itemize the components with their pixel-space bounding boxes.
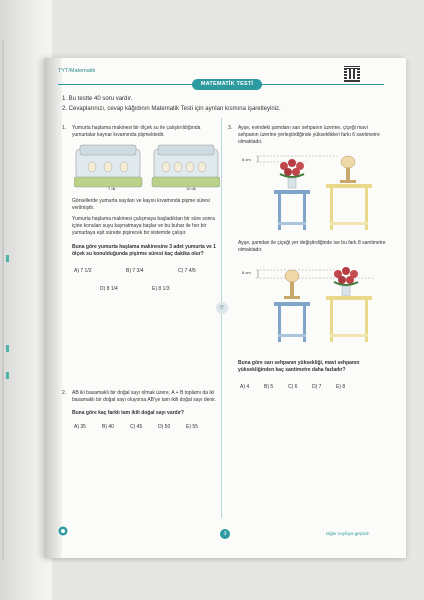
q3-middle-text: Ayşe, şamdan ile çiçeği yer değiştirdiğinde ise bu fark 8 santimetre olmaktadır. bbox=[238, 240, 386, 253]
egg-boiler-2 bbox=[152, 145, 220, 187]
test-title-badge: MATEMATİK TESTİ bbox=[192, 79, 262, 90]
yellow-table bbox=[326, 296, 372, 342]
column-separator bbox=[221, 118, 222, 518]
q3-option-d[interactable]: D) 7 bbox=[312, 384, 322, 390]
q2-question: Buna göre kaç farklı tam ikili doğal sayı vardır? bbox=[72, 410, 184, 416]
q1-option-d[interactable]: D) 8 1/4 bbox=[100, 286, 118, 292]
q1-paragraph-2: Yumurta haşlama makinesi çalışmaya başladıktan bir süre sonra içine konulan suyu kaynatmaya başlar ve bu buhar ile her bir yumurtaya eşit sürede pişirecek bir sistemde çalışır. bbox=[72, 216, 215, 236]
qr-code-icon bbox=[344, 66, 360, 82]
boiler-1-time-label: 7 dk bbox=[108, 186, 116, 191]
q2-option-b[interactable]: B) 40 bbox=[102, 424, 114, 430]
q3-number: 3. bbox=[228, 125, 233, 131]
blue-table bbox=[274, 302, 310, 342]
q3-option-e[interactable]: E) 8 bbox=[336, 384, 346, 390]
flower-vase-icon bbox=[334, 267, 358, 296]
q3-option-b[interactable]: B) 5 bbox=[264, 384, 274, 390]
q1-option-c[interactable]: C) 7 4/5 bbox=[178, 268, 196, 274]
q2-option-d[interactable]: D) 50 bbox=[158, 424, 171, 430]
q1-option-e[interactable]: E) 8 1/3 bbox=[152, 286, 170, 292]
q1-number: 1. bbox=[62, 125, 67, 131]
q1-option-a[interactable]: A) 7 1/2 bbox=[74, 268, 92, 274]
flower-vase-icon bbox=[280, 159, 304, 188]
boiler-2-time-label: 10 dk bbox=[186, 186, 196, 191]
q3-option-c[interactable]: C) 6 bbox=[288, 384, 298, 390]
q2-options bbox=[74, 424, 220, 432]
furniture-figure-1 bbox=[234, 148, 384, 234]
publisher-logo-icon bbox=[58, 526, 74, 536]
previous-page-marker bbox=[6, 345, 9, 352]
q3-question: Buna göre sarı sehpanın yüksekliği, mavi sehpanın yüksekliğinden kaç santimetre daha fazladır? bbox=[238, 360, 360, 373]
candlestick-icon bbox=[284, 270, 300, 299]
q1-options bbox=[74, 268, 220, 298]
candlestick-icon bbox=[340, 156, 356, 183]
previous-page-edge bbox=[2, 40, 4, 560]
q2-option-a[interactable]: A) 35 bbox=[74, 424, 86, 430]
test-page bbox=[44, 58, 406, 558]
previous-page-marker bbox=[6, 372, 9, 379]
q2-option-c[interactable]: C) 45 bbox=[130, 424, 143, 430]
instructions bbox=[62, 94, 281, 114]
furniture-figure-2 bbox=[234, 260, 384, 346]
publisher-watermark-icon: e bbox=[216, 302, 228, 314]
q2-number: 2. bbox=[62, 390, 67, 396]
measure-label-1: 6 cm bbox=[242, 157, 251, 162]
q3-text: Ayşe, evindeki şamdanı sarı sehpanın üzerine, çiçeği mavi sehpanın üzerine yerleştirdiğinde yükseklikleri farkı 6 santimetre olmaktadır. bbox=[238, 125, 380, 145]
q1-text: Yumurta haşlama makinesi bir ölçek su ile çalıştırıldığında yumurtalar kaynar kıvamında pişmektedir. bbox=[72, 125, 201, 138]
yellow-table bbox=[326, 184, 372, 230]
q1-question: Buna göre yumurta haşlama makinesine 3 adet yumurta ve 1 ölçek su konulduğunda pişirme süresi kaç dakika olur? bbox=[72, 244, 216, 257]
q3-options bbox=[240, 384, 386, 392]
q1-option-b[interactable]: B) 7 3/4 bbox=[126, 268, 144, 274]
instruction-1: 1. Bu testte 40 soru vardır. bbox=[62, 96, 133, 102]
q3-option-a[interactable]: A) 4 bbox=[240, 384, 250, 390]
egg-boiler-1 bbox=[74, 145, 142, 187]
page-number: 3 bbox=[220, 529, 230, 539]
q1-paragraph-1: Görsellerde yumurta sayıları ve kayısı kıvamında pişme süresi verilmiştir. bbox=[72, 198, 210, 211]
previous-page-marker bbox=[6, 255, 9, 262]
measure-label-2: 8 cm bbox=[242, 270, 251, 275]
page-spine bbox=[44, 58, 62, 558]
egg-boiler-figure bbox=[74, 143, 220, 195]
q2-text: AB iki basamaklı bir doğal sayı olmak üzere, A + B toplamı da iki basamaklı bir doğal sayı oluyorsa AB'ye tam ikili doğal sayı denir. bbox=[72, 390, 217, 403]
subject-label: TYT/Matematik bbox=[58, 68, 96, 74]
q2-option-e[interactable]: E) 55 bbox=[186, 424, 198, 430]
next-page-note: Diğer sayfaya geçiniz. bbox=[326, 531, 371, 536]
blue-table bbox=[274, 190, 310, 230]
instruction-2: 2. Cevaplarınızı, cevap kâğıdının Matematik Testi için ayrılan kısmına işaretleyiniz. bbox=[62, 106, 281, 112]
